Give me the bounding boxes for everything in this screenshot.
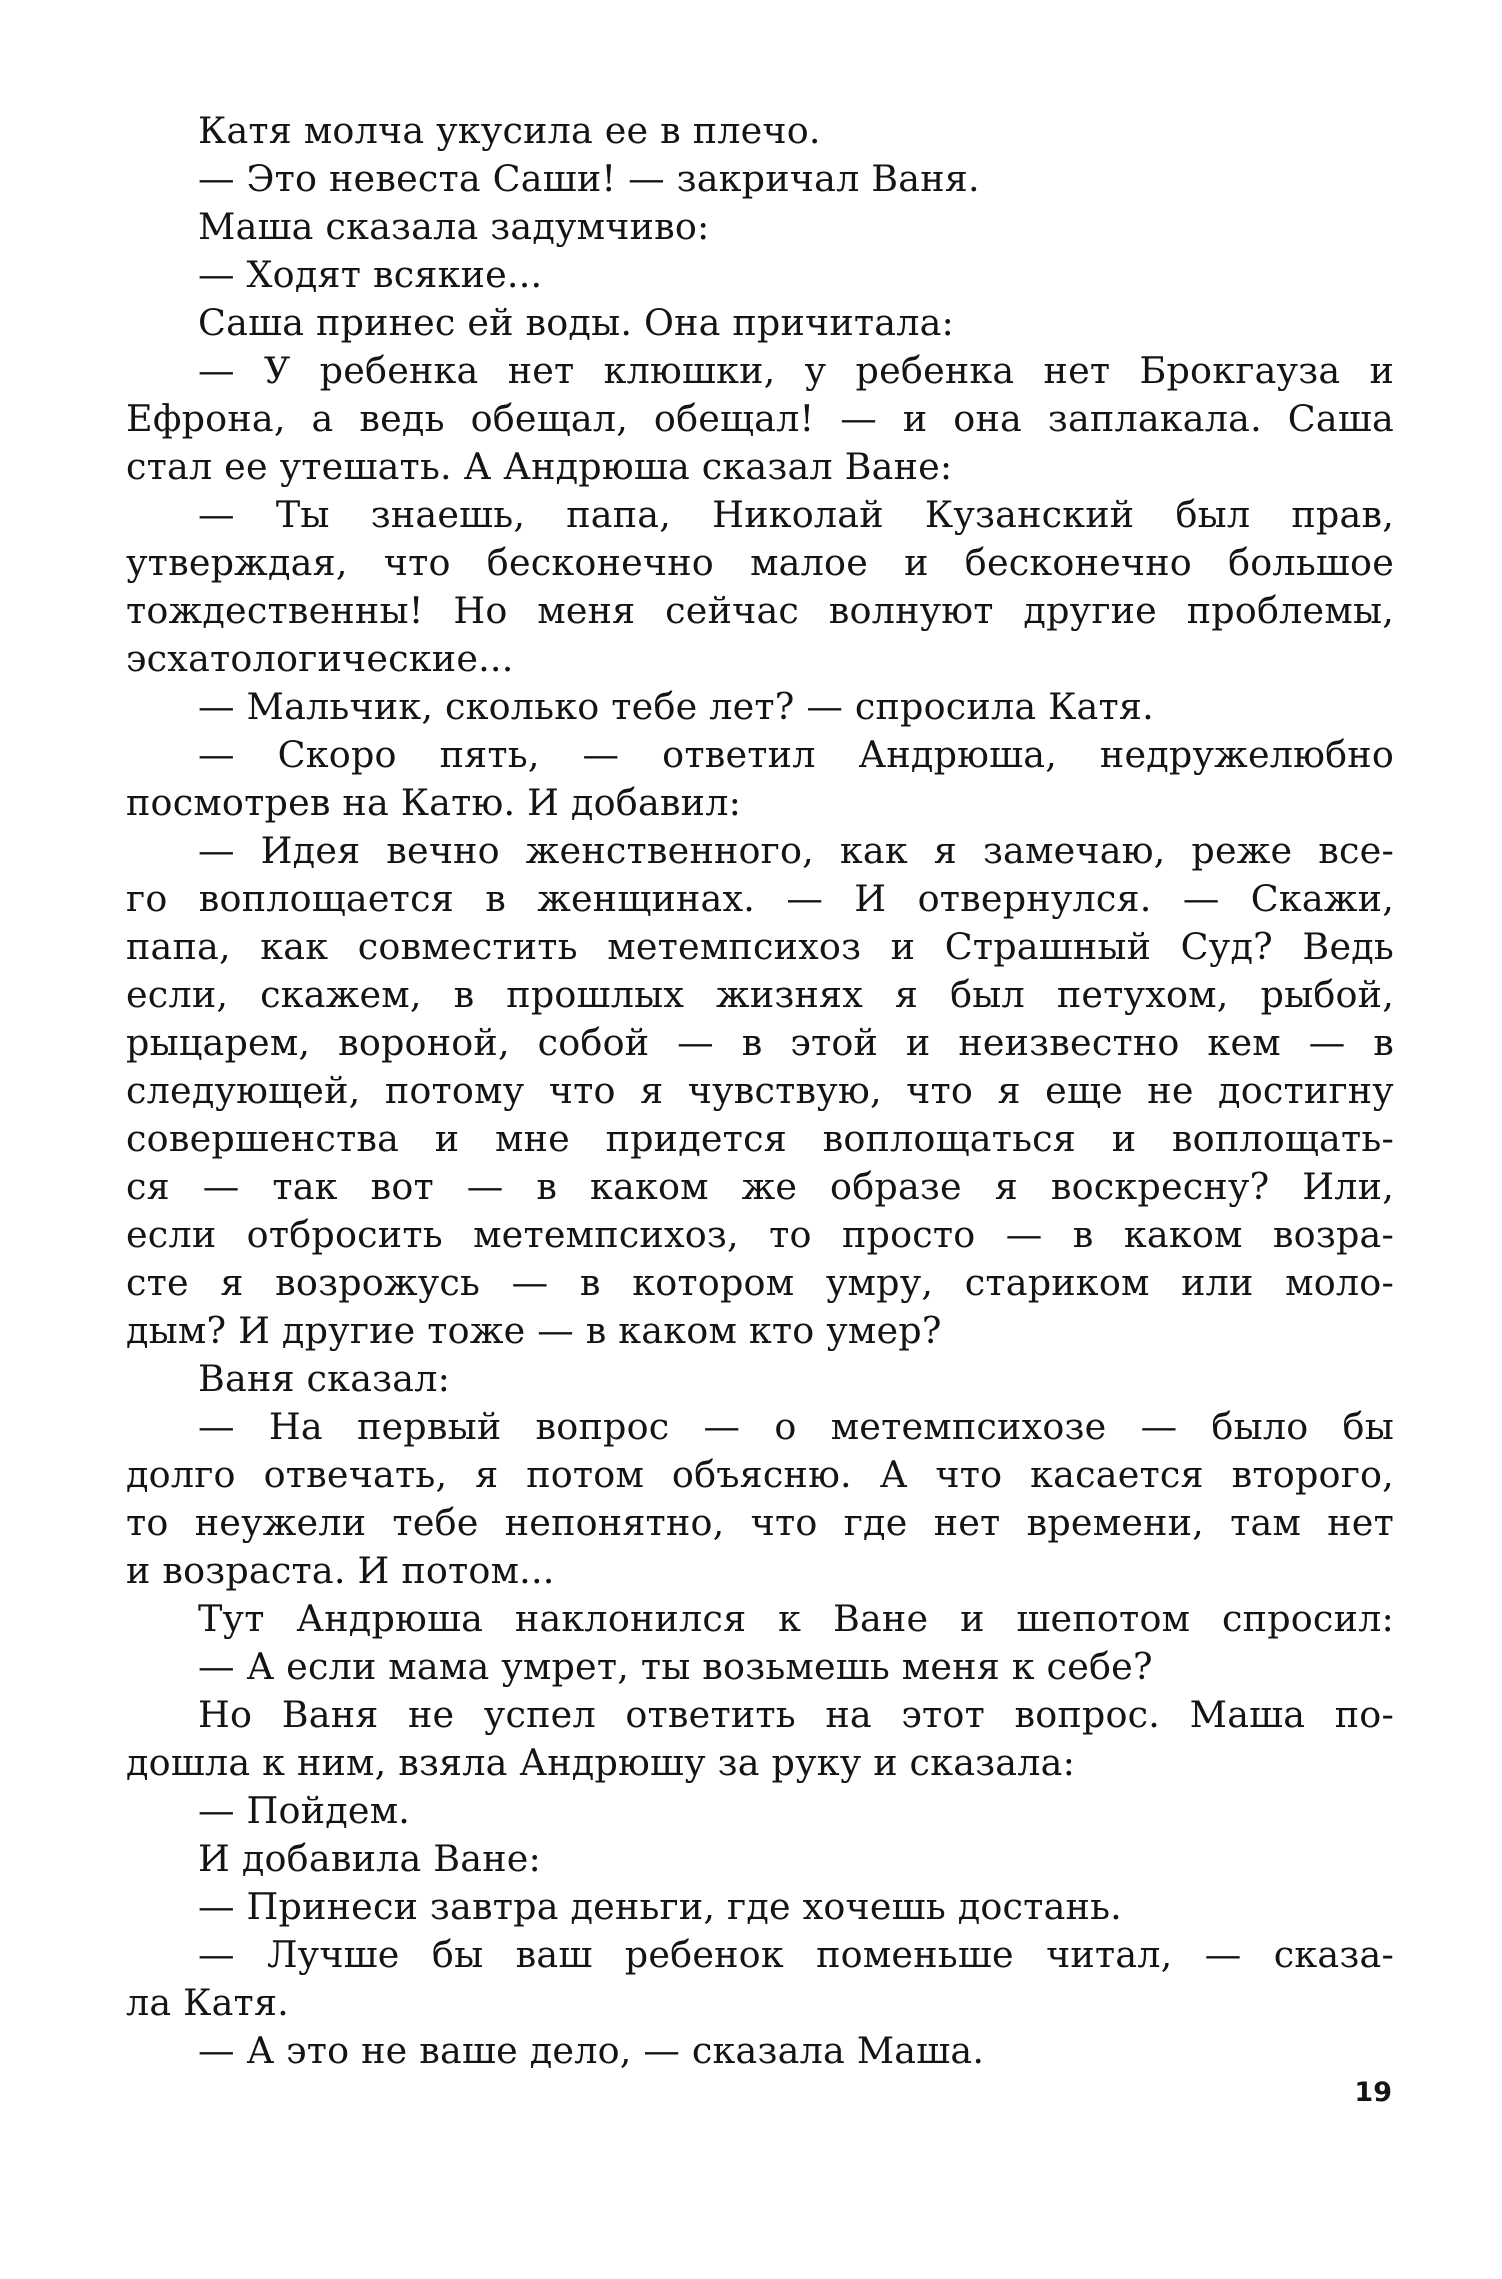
text-line: дым? И другие тоже — в каком кто умер? — [126, 1309, 942, 1352]
text-line: ся — так вот — в каком же образе я воскресну? Или, — [126, 1165, 1394, 1208]
text-line: — А это не ваше дело, — сказала Маша. — [198, 2029, 985, 2072]
text-line: Но Ваня не успел ответить на этот вопрос. Маша по- — [198, 1693, 1394, 1736]
text-line: совершенства и мне придется воплощаться и воплощать- — [126, 1117, 1394, 1160]
text-line: стал ее утешать. А Андрюша сказал Ване: — [126, 445, 953, 488]
text-line: — Скоро пять, — ответил Андрюша, недружелюбно — [198, 733, 1394, 776]
text-line: — А если мама умрет, ты возьмешь меня к себе? — [198, 1645, 1153, 1688]
text-line: Ефрона, а ведь обещал, обещал! — и она заплакала. Саша — [126, 397, 1394, 440]
text-line: Катя молча укусила ее в плечо. — [198, 109, 821, 152]
text-line: Ваня сказал: — [198, 1357, 451, 1400]
text-line: утверждая, что бесконечно малое и бесконечно большое — [126, 541, 1394, 584]
text-line: то неужели тебе непонятно, что где нет времени, там нет — [126, 1501, 1394, 1544]
text-line: — Ходят всякие... — [198, 253, 543, 296]
text-line: и возраста. И потом... — [126, 1549, 555, 1592]
text-line: го воплощается в женщинах. — И отвернулся. — Скажи, — [126, 877, 1394, 920]
text-line: ла Катя. — [126, 1981, 289, 2024]
page-number: 19 — [1354, 2077, 1392, 2108]
text-line: папа, как совместить метемпсихоз и Страшный Суд? Ведь — [126, 925, 1394, 968]
text-line: посмотрев на Катю. И добавил: — [126, 781, 742, 824]
text-line: — Ты знаешь, папа, Николай Кузанский был прав, — [198, 493, 1394, 536]
text-line: следующей, потому что я чувствую, что я еще не достигну — [126, 1069, 1394, 1112]
text-line: дошла к ним, взяла Андрюшу за руку и сказала: — [126, 1741, 1076, 1784]
text-line: долго отвечать, я потом объясню. А что касается второго, — [126, 1453, 1394, 1496]
text-line: — Принеси завтра деньги, где хочешь достань. — [198, 1885, 1122, 1928]
text-line: Маша сказала задумчиво: — [198, 205, 710, 248]
text-line: — Идея вечно женственного, как я замечаю, реже все- — [198, 829, 1394, 872]
text-line: — Это невеста Саши! — закричал Ваня. — [198, 157, 980, 200]
text-line: если отбросить метемпсихоз, то просто — в каком возра- — [126, 1213, 1394, 1256]
text-line: — Лучше бы ваш ребенок поменьше читал, — сказа- — [198, 1933, 1394, 1976]
text-line: Саша принес ей воды. Она причитала: — [198, 301, 955, 344]
text-line: Тут Андрюша наклонился к Ване и шепотом спросил: — [198, 1597, 1394, 1640]
text-line: — У ребенка нет клюшки, у ребенка нет Брокгауза и — [198, 349, 1394, 392]
text-block — [126, 107, 1394, 2075]
text-line: эсхатологические... — [126, 637, 514, 680]
text-line: — Мальчик, сколько тебе лет? — спросила Катя. — [198, 685, 1154, 728]
text-line: сте я возрожусь — в котором умру, стариком или моло- — [126, 1261, 1394, 1304]
text-line: — Пойдем. — [198, 1789, 411, 1832]
text-line: И добавила Ване: — [198, 1837, 542, 1880]
text-line: — На первый вопрос — о метемпсихозе — было бы — [198, 1405, 1394, 1448]
text-line: если, скажем, в прошлых жизнях я был петухом, рыбой, — [126, 973, 1394, 1016]
text-line: тождественны! Но меня сейчас волнуют другие проблемы, — [126, 589, 1394, 632]
text-line: рыцарем, вороной, собой — в этой и неизвестно кем — в — [126, 1021, 1394, 1064]
